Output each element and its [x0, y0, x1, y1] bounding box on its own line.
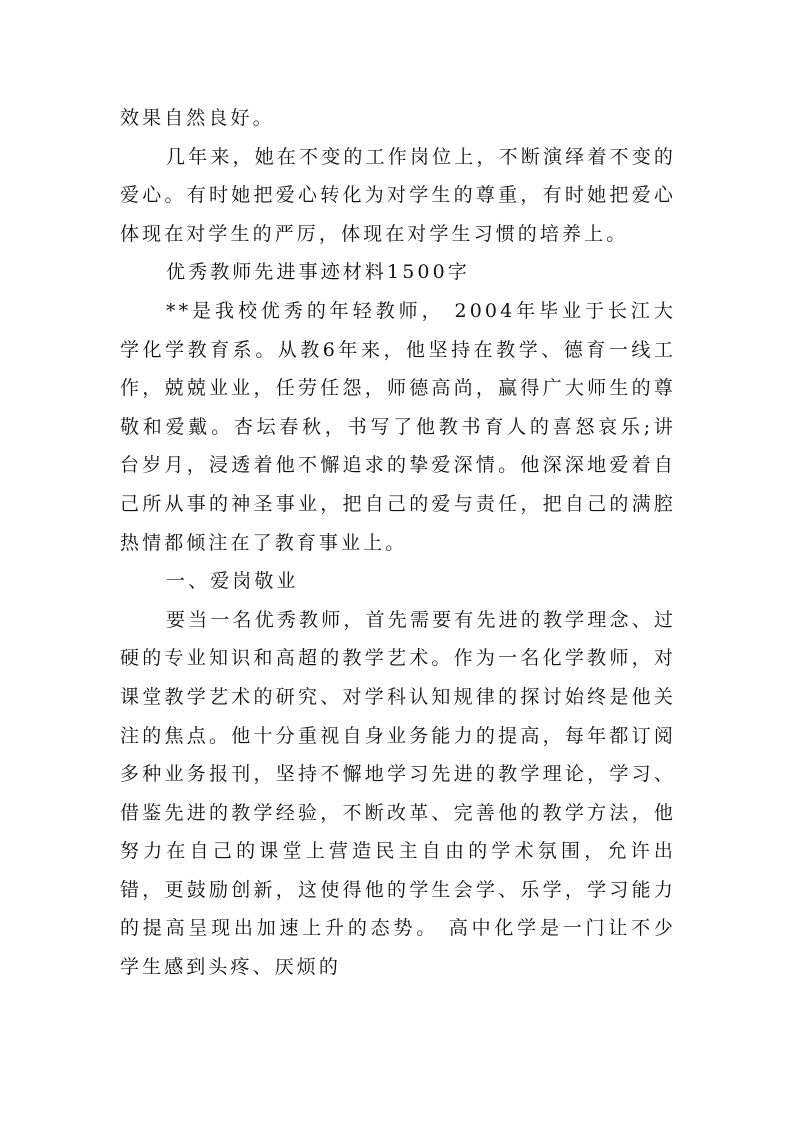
section-title: 优秀教师先进事迹材料1500字 — [166, 261, 470, 284]
paragraph-continuation: 效果自然良好。 — [120, 107, 275, 129]
section-heading-dedication: 一、爱岗敬业 — [166, 570, 299, 593]
paragraph-love-of-students: 几年来，她在不变的工作岗位上，不断演绎着不变的爱心。有时她把爱心转化为对学生的尊重，有时她把爱心体现在对学生的严厉，体现在对学生习惯的培养上。 — [120, 145, 676, 245]
paragraph-teaching-practice: 要当一名优秀教师，首先需要有先进的教学理念、过硬的专业知识和高超的教学艺术。作为一名化学教师，对课堂教学艺术的研究、对学科认知规律的探讨始终是他关注的焦点。他十分重视自身业务能力的提高，每年都订阅多种业务报刊，坚持不懈地学习先进的教学理论，学习、借鉴先进的教学经验，不断改革、完善他的教学方法，他努力在自己的课堂上营造民主自由的学术氛围，允许出错，更鼓励创新，这使得他的学生会学、乐学，学习能力的提高呈现出加速上升的态势。 高中化学是一门让不少学生感到头疼、厌烦的 — [120, 608, 676, 979]
document-body — [120, 99, 676, 987]
paragraph-teacher-introduction: **是我校优秀的年轻教师， 2004年毕业于长江大学化学教育系。从教6年来，他坚持在教学、德育一线工作，兢兢业业，任劳任怨，师德高尚，赢得广大师生的尊敬和爱戴。杏坛春秋，书写了他教书育人的喜怒哀乐;讲台岁月，浸透着他不懈追求的挚爱深情。他深深地爱着自己所从事的神圣事业，把自己的爱与责任，把自己的满腔热情都倾注在了教育事业上。 — [120, 299, 676, 554]
